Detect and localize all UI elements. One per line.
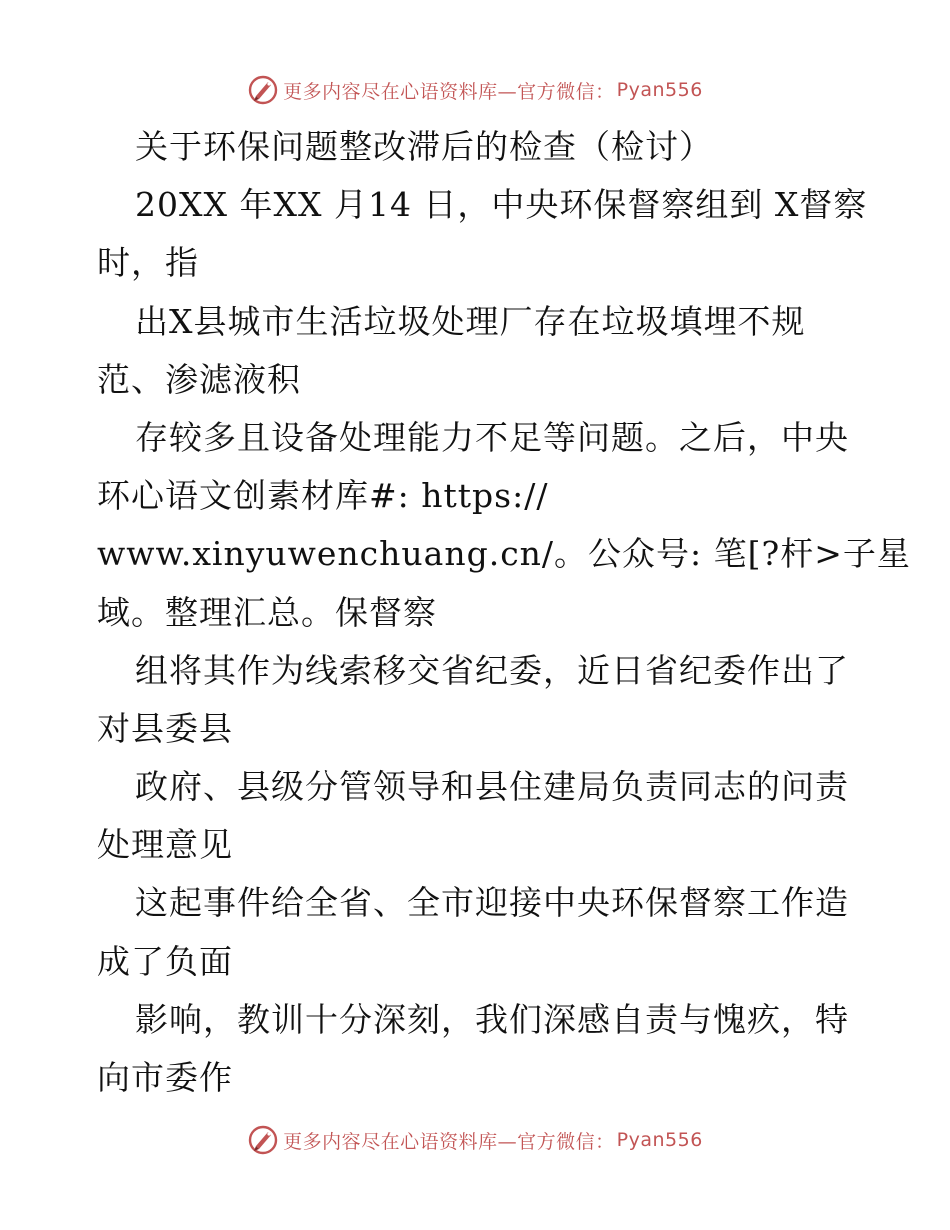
footer-banner: [0, 1120, 950, 1160]
paragraph-line: 组将其作为线索移交省纪委，近日省纪委作出了: [135, 650, 849, 690]
paragraph-line: 影响，教训十分深刻，我们深感自责与愧疚，特: [135, 999, 849, 1039]
banner-text: 更多内容尽在心语资料库—官方微信：: [283, 1130, 615, 1153]
wechat-id: Pyan556: [616, 79, 703, 101]
paragraph-line: 存较多且设备处理能力不足等问题。之后，中央: [135, 417, 849, 457]
paragraph-line: 政府、县级分管领导和县住建局负责同志的问责: [135, 767, 849, 807]
paragraph-line: www.xinyuwenchuang.cn/。公众号: 笔[?杆>子星: [97, 534, 911, 574]
document-body: [97, 118, 911, 1107]
paragraph-line: 时，指: [97, 243, 199, 283]
pen-logo-icon: [247, 74, 279, 106]
paragraph-line: 对县委县: [97, 708, 233, 748]
paragraph-line: 出X县城市生活垃圾处理厂存在垃圾填埋不规: [135, 301, 806, 341]
paragraph-line: 范、渗滤液积: [97, 359, 301, 399]
wechat-id: Pyan556: [616, 1129, 703, 1151]
paragraph-line: 处理意见: [97, 825, 233, 865]
paragraph-line: 环心语文创素材库#: https://: [97, 476, 549, 516]
paragraph-line: 向市委作: [97, 1058, 233, 1097]
paragraph-line: 成了负面: [97, 941, 233, 981]
paragraph-line: 这起事件给全省、全市迎接中央环保督察工作造: [135, 883, 849, 923]
paragraph-line: 域。整理汇总。保督察: [97, 592, 437, 632]
banner-text: 更多内容尽在心语资料库—官方微信：: [283, 80, 615, 103]
pen-logo-icon: [247, 1124, 279, 1156]
document-title: 关于环保问题整改滞后的检查（检讨）: [135, 127, 713, 166]
header-banner: [0, 70, 950, 110]
paragraph-line: 20XX 年XX 月14 日，中央环保督察组到 X督察: [135, 185, 868, 225]
